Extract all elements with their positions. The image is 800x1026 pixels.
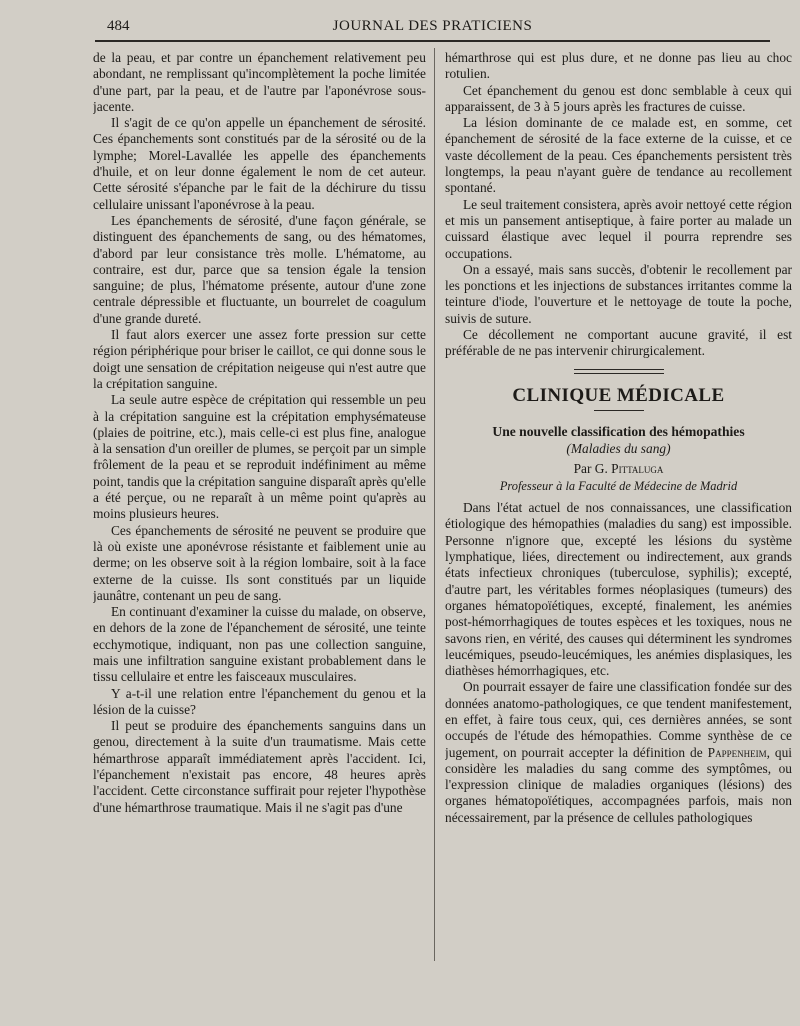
paragraph: Il faut alors exercer une assez forte pression sur cette région périphérique pour briser le caillot, ce qui donne sous le doigt une sensation de crépitation neigeuse qui n'est autre que la crépitation sanguine. (93, 327, 426, 391)
page-number: 484 (107, 18, 130, 34)
author-name: Pittaluga (611, 460, 664, 476)
paragraph: En continuant d'examiner la cuisse du malade, on observe, en dehors de la zone de l'épanchement de sérosité, une teinte ecchymotique, indiquant, non pas une collection sanguine, mais une infiltration sanguine existant probablement dans le tissu cellulaire et entre les faisceaux musculaires. (93, 604, 426, 685)
column-divider (434, 48, 435, 961)
left-column (93, 50, 426, 956)
section-title: CLINIQUE MÉDICALE (512, 384, 725, 406)
paragraph: hémarthrose qui est plus dure, et ne donne pas lieu au choc rotulien. (445, 50, 792, 82)
byline-prefix: Par G. (573, 460, 612, 476)
paragraph: Cet épanchement du genou est donc semblable à ceux qui apparaissent, de 3 à 5 jours après les fractures de cuisse. (445, 82, 792, 114)
right-column (445, 50, 792, 956)
paragraph (445, 679, 792, 826)
cited-author: Pappenheim (707, 744, 767, 760)
paragraph: Dans l'état actuel de nos connaissances, une classification étiologique des hémopathies (maladies du sang) est impossible. Personne n'ignore que, excepté les lésions du système lymphatique, liées, directement ou indirectement, aux grands états infectieux chroniques (tuberculose, syphilis); excepté, d'autre part, les véritables formes néoplasiques (tumeurs) des organes hématopoïétiques, excepté, finalement, les anémies post-hémorrhagiques de toutes espèces et les toxiques, nous ne savons rien, en vérité, des causes qui déterminent les syndromes leucémiques, pseudo-leucémiques, les anémies displasiques, les diathèses hémorrhagiques, etc. (445, 500, 792, 679)
section-rule (574, 369, 664, 374)
paragraph-text: On pourrait essayer de faire une classification fondée sur des données anatomo-pathologiques, ce que tendent manifestement, en effet, à faire tous ceux, qui, ces dernières années, se sont occupés de l'étude des hémopathies. Comme synthèse de ce jugement, on pourrait accepter la définition de (445, 679, 792, 760)
article-byline (445, 461, 792, 477)
journal-title: JOURNAL DES PRATICIENS (332, 18, 533, 34)
paragraph: Y a-t-il une relation entre l'épanchement du genou et la lésion de la cuisse? (93, 685, 426, 717)
paragraph-text: , qui considère les maladies du sang comme des symptômes, ou l'expression clinique de maladies organiques (lésions) des organes hématopoïétiques, accompagnées parfois, mais non nécessairement, par la présence de cellules pathologiques (445, 744, 792, 825)
paragraph: Il peut se produire des épanchements sanguins dans un genou, directement à la suite d'un traumatisme. Mais cette hémarthrose apparaît immédiatement après l'accident. Ici, l'épanchement n'existait pas encore, 48 heures après l'accident. Cette circonstance suffirait pour rejeter l'hypothèse d'une hémarthrose traumatique. Mais il ne s'agit pas d'une (93, 718, 426, 815)
paragraph: Il s'agit de ce qu'on appelle un épanchement de sérosité. Ces épanchements sont constitués par de la sérosité ou de la lymphe; Morel-Lavallée les appelle des épanchements d'huile, et on leur donne également le nom de cet auteur. Cette sérosité s'épanche par le fait de la déchirure du tissu cellulaire unissant l'aponévrose à la peau. (93, 115, 426, 212)
page-header (95, 14, 770, 42)
paragraph: Le seul traitement consistera, après avoir nettoyé cette région et mis un pansement antiseptique, à faire porter au malade un cuissard élastique avec lequel il pourra reprendre ses occupations. (445, 196, 792, 261)
title-rule (594, 410, 644, 411)
paragraph: Les épanchements de sérosité, d'une façon générale, se distinguent des épanchements de sang, ou des hématomes, d'abord par leur consistance très molle. L'hématome, au contraire, est dur, parce que sa tension égale la tension sanguine; de plus, l'hématome présente, autour d'une zone centrale dépressible et fluctuante, un bourrelet de coagulum d'une grande dureté. (93, 212, 426, 326)
paragraph: Ce décollement ne comportant aucune gravité, il est préférable de ne pas intervenir chirurgicalement. (445, 327, 792, 359)
author-affiliation: Professeur à la Faculté de Médecine de Madrid (499, 478, 738, 493)
article-title: Une nouvelle classification des hémopathies (492, 423, 745, 439)
paragraph: On a essayé, mais sans succès, d'obtenir le recollement par les ponctions et les injections de substances irritantes comme la teinture d'iode, l'ouverture et le nettoyage de toute la poche, suivis de suture. (445, 261, 792, 326)
paragraph: La seule autre espèce de crépitation qui ressemble un peu à la crépitation sanguine est la crépitation emphysémateuse (plaies de poitrine, etc.), mais celle-ci est plus fine, analogue à la sensation d'un oreiller de plumes, se perçoit par un simple frôlement de la peau et se reproduit indéfiniment au même point, tandis que la crépitation sanguine disparaît après qu'elle a été perçue, ou ne reparaît à un même point qu'après au moins plusieurs heures. (93, 392, 426, 522)
article-subtitle: (Maladies du sang) (566, 441, 671, 457)
paragraph: Ces épanchements de sérosité ne peuvent se produire que là où existe une aponévrose résistante et faiblement unie au derme; on les observe soit à la région lombaire, soit à la face externe de la cuisse. Ils sont constitués par un liquide jaunâtre, contenant un peu de sang. (93, 522, 426, 603)
paragraph: La lésion dominante de ce malade est, en somme, cet épanchement de sérosité de la face externe de la cuisse, et ce vaste décollement de la peau. Ces épanchements persistent très longtemps, la peau n'ayant guère de tendance au recollement spontané. (445, 115, 792, 196)
paragraph: de la peau, et par contre un épanchement relativement peu abondant, ne remplissant qu'incomplètement la poche limitée d'une part, par la peau, et de l'autre par l'aponévrose sous-jacente. (93, 50, 426, 114)
